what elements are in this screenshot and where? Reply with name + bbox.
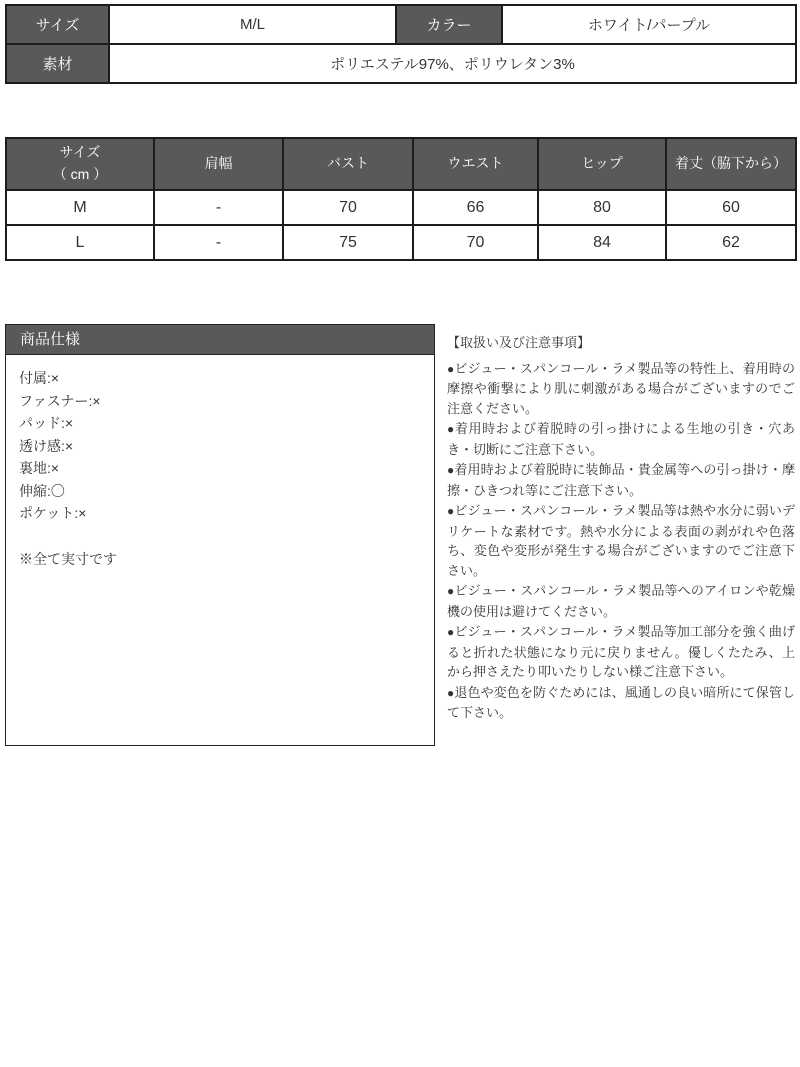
- size-chart-cell-size: L: [6, 225, 154, 260]
- spec-item-fastener: ファスナー:×: [19, 392, 101, 409]
- bullet-icon: ●: [447, 463, 455, 477]
- size-value-cell: M/L: [109, 5, 396, 44]
- color-value-cell: ホワイト/パープル: [502, 5, 796, 44]
- info-table-row-size-color: [6, 5, 796, 44]
- bullet-icon: ●: [447, 685, 455, 700]
- size-chart-header-bust: バスト: [283, 138, 413, 190]
- size-chart-header-length: 着丈（脇下から）: [666, 138, 796, 190]
- info-table-row-material: [6, 44, 796, 83]
- size-chart-cell-size: M: [6, 190, 154, 225]
- size-chart-cell-bust: 70: [283, 190, 413, 225]
- precaution-item: [447, 683, 795, 723]
- size-chart-header-size-cm: [6, 138, 154, 190]
- size-chart-cell-length: 62: [666, 225, 796, 260]
- bullet-icon: ●: [447, 504, 455, 518]
- spec-item-pad: パッド:×: [19, 415, 74, 431]
- size-chart-row-m: [6, 190, 796, 225]
- bullet-icon: ●: [447, 625, 455, 639]
- info-table: [5, 4, 797, 84]
- product-spec-list: [6, 355, 434, 570]
- precaution-text: 着用時および着脱時に装飾品・貴金属等への引っ掛け・摩擦・ひきつれ等にご注意下さい。: [447, 462, 795, 498]
- size-chart-cell-hip: 84: [538, 225, 666, 260]
- precautions-title: 【取扱い及び注意事項】: [447, 335, 591, 350]
- precaution-item: [447, 501, 795, 580]
- bullet-icon: ●: [447, 361, 455, 376]
- precaution-text: 着用時および着脱時の引っ掛けによる生地の引き・穴あき・切断にご注意下さい。: [447, 421, 795, 457]
- size-chart-header-waist: ウエスト: [413, 138, 538, 190]
- size-chart-cell-waist: 70: [413, 225, 538, 260]
- size-chart-header-shoulder: 肩幅: [154, 138, 283, 190]
- size-chart-cell-waist: 66: [413, 190, 538, 225]
- size-chart-table: [5, 137, 797, 261]
- material-value-cell: ポリエステル97%、ポリウレタン3%: [109, 44, 796, 83]
- bottom-section: [5, 324, 795, 746]
- size-chart-cell-shoulder: -: [154, 225, 283, 260]
- precaution-item: [447, 460, 795, 500]
- color-label-cell: カラー: [396, 5, 502, 44]
- precaution-text: ビジュー・スパンコール・ラメ製品等は熱や水分に弱いデリケートな素材です。熱や水分による表面の剥がれや色落ち、変色や変形が発生する場合がございますのでご注意下さい。: [447, 503, 795, 578]
- size-chart-row-l: [6, 225, 796, 260]
- spec-item-pocket: ポケット:×: [19, 505, 87, 521]
- precaution-text: ビジュー・スパンコール・ラメ製品等加工部分を強く曲げると折れた状態になり元に戻りません。優しくたたみ、上から押さえたり叩いたりしない様ご注意下さい。: [447, 624, 795, 679]
- size-chart-cell-shoulder: -: [154, 190, 283, 225]
- product-spec-panel: [5, 324, 435, 746]
- precaution-text: ビジュー・スパンコール・ラメ製品等へのアイロンや乾燥機の使用は避けてください。: [447, 583, 796, 619]
- size-chart-header-hip: ヒップ: [538, 138, 666, 190]
- spec-item-stretch: 伸縮:〇: [19, 482, 65, 499]
- precautions-panel: [447, 324, 795, 724]
- precaution-item: [447, 419, 795, 459]
- size-chart-header-size-line2: （ cm ）: [52, 166, 108, 182]
- size-chart-header-size-line1: サイズ: [59, 144, 101, 161]
- spec-note: ※全て実寸です: [19, 550, 117, 567]
- precaution-item: [447, 581, 795, 621]
- spec-item-accessories: 付属:×: [19, 370, 60, 386]
- precaution-item: [447, 359, 795, 419]
- spec-item-sheerness: 透け感:×: [19, 437, 74, 454]
- bullet-icon: ●: [447, 584, 455, 598]
- spec-item-lining: 裏地:×: [19, 460, 60, 476]
- size-chart-header-row: [6, 138, 796, 190]
- material-label-cell: 素材: [6, 44, 109, 83]
- bullet-icon: ●: [447, 422, 455, 436]
- size-chart-cell-bust: 75: [283, 225, 413, 260]
- product-spec-title: 商品仕様: [6, 325, 434, 355]
- precaution-text: ビジュー・スパンコール・ラメ製品等の特性上、着用時の摩擦や衝撃により肌に刺激がある場合がございますのでご注意ください。: [447, 360, 795, 416]
- size-chart-cell-length: 60: [666, 190, 796, 225]
- precaution-item: [447, 622, 795, 682]
- size-label-cell: サイズ: [6, 5, 109, 44]
- precaution-text: 退色や変色を防ぐためには、風通しの良い暗所にて保管して下さい。: [447, 684, 795, 720]
- size-chart-cell-hip: 80: [538, 190, 666, 225]
